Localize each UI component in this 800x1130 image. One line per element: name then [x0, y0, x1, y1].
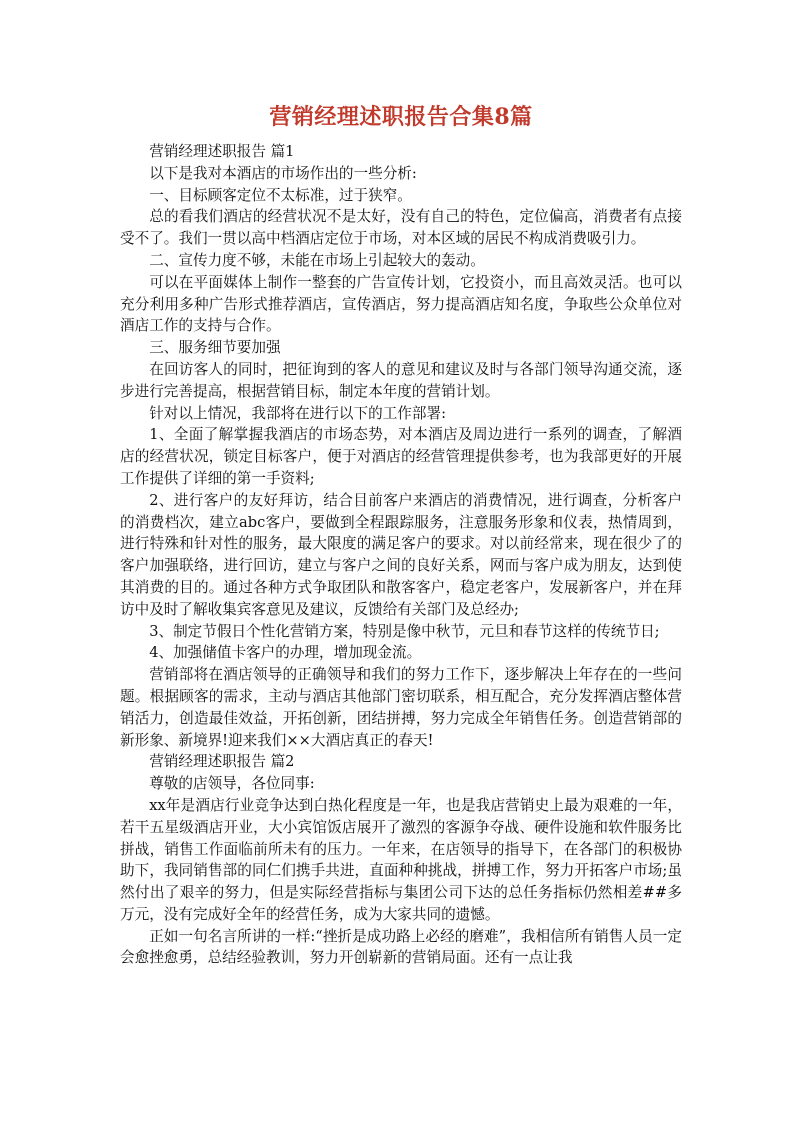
paragraph: 总的看我们酒店的经营状况不是太好，没有自己的特色，定位偏高，消费者有点接受不了。我们一贯以高中档酒店定位于市场，对本区域的居民不构成消费吸引力。	[120, 208, 682, 248]
section-heading: 营销经理述职报告 篇1	[149, 143, 295, 160]
paragraph: 4、加强储值卡客户的办理，增加现金流。	[149, 644, 422, 662]
paragraph: 在回访客人的同时，把征询到的客人的意见和建议及时与各部门领导沟通交流，逐步进行完善提高，根据营销目标，制定本年度的营销计划。	[120, 360, 682, 400]
section-heading: 营销经理述职报告 篇2	[149, 753, 295, 771]
paragraph: 2、进行客户的友好拜访，结合目前客户来酒店的消费情况，进行调查，分析客户的消费档次，建立abc客户，要做到全程跟踪服务，注意服务形象和仪表，热情周到，进行特殊和针对性的服务，最大限度的满足客户的要求。对以前经常来，现在很少了的客户加强联络，进行回访，建立与客户之间的良好关系，网而与客户成为朋友，达到使其消费的目的。通过各种方式争取团队和散客客户，稳定老客户，发展新客户，并在拜访中及时了解收集宾客意见及建议，反馈给有关部门及总经办;	[120, 491, 682, 618]
paragraph: 可以在平面媒体上制作一整套的广告宣传计划，它投资小，而且高效灵活。也可以充分利用多种广告形式推荐酒店，宣传酒店，努力提高酒店知名度，争取些公众单位对酒店工作的支持与合作。	[120, 273, 682, 335]
paragraph: 二、宣传力度不够，未能在市场上引起较大的轰动。	[149, 251, 485, 269]
paragraph: 3、制定节假日个性化营销方案，特别是像中秋节，元旦和春节这样的传统节日;	[149, 622, 660, 640]
paragraph: 营销部将在酒店领导的正确领导和我们的努力工作下，逐步解决上年存在的一些问题。根据顾客的需求，主动与酒店其他部门密切联系，相互配合，充分发挥酒店整体营销活力，创造最佳效益，开拓创新，团结拼搏，努力完成全年销售任务。创造营销部的新形象、新境界!迎来我们××大酒店真正的春天!	[120, 666, 682, 749]
paragraph: 正如一句名言所讲的一样:“挫折是成功路上必经的磨难”，我相信所有销售人员一定会愈挫愈勇，总结经验教训，努力开创崭新的营销局面。还有一点让我	[120, 927, 682, 967]
document-title: 营销经理述职报告合集8篇	[269, 104, 533, 130]
paragraph: 以下是我对本酒店的市场作出的一些分析:	[149, 164, 417, 182]
paragraph: 三、服务细节要加强	[149, 339, 281, 357]
paragraph: xx年是酒店行业竞争达到白热化程度是一年，也是我店营销史上最为艰难的一年，若干五星级酒店开业，大小宾馆饭店展开了激烈的客源争夺战、硬件设施和软件服务比拼战，销售工作面临前所未有的压力。一年来，在店领导的指导下，在各部门的积极协助下，我同销售部的同仁们携手共进，直面种种挑战，拼搏工作，努力开拓客户市场;虽然付出了艰辛的努力，但是实际经营指标与集团公司下达的总任务指标仍然相差##多万元，没有完成好全年的经营任务，成为大家共同的遗憾。	[120, 796, 682, 923]
document-body	[120, 141, 682, 969]
paragraph: 1、全面了解掌握我酒店的市场态势，对本酒店及周边进行一系列的调查，了解酒店的经营状况，锁定目标客户，便于对酒店的经营管理提供参考，也为我部更好的开展工作提供了详细的第一手资料;	[120, 426, 682, 487]
paragraph: 一、目标顾客定位不太标准，过于狭窄。	[149, 186, 412, 204]
paragraph: 针对以上情况，我部将在进行以下的工作部署:	[149, 404, 446, 422]
document-page	[120, 100, 682, 969]
paragraph: 尊敬的店领导，各位同事:	[149, 775, 315, 793]
